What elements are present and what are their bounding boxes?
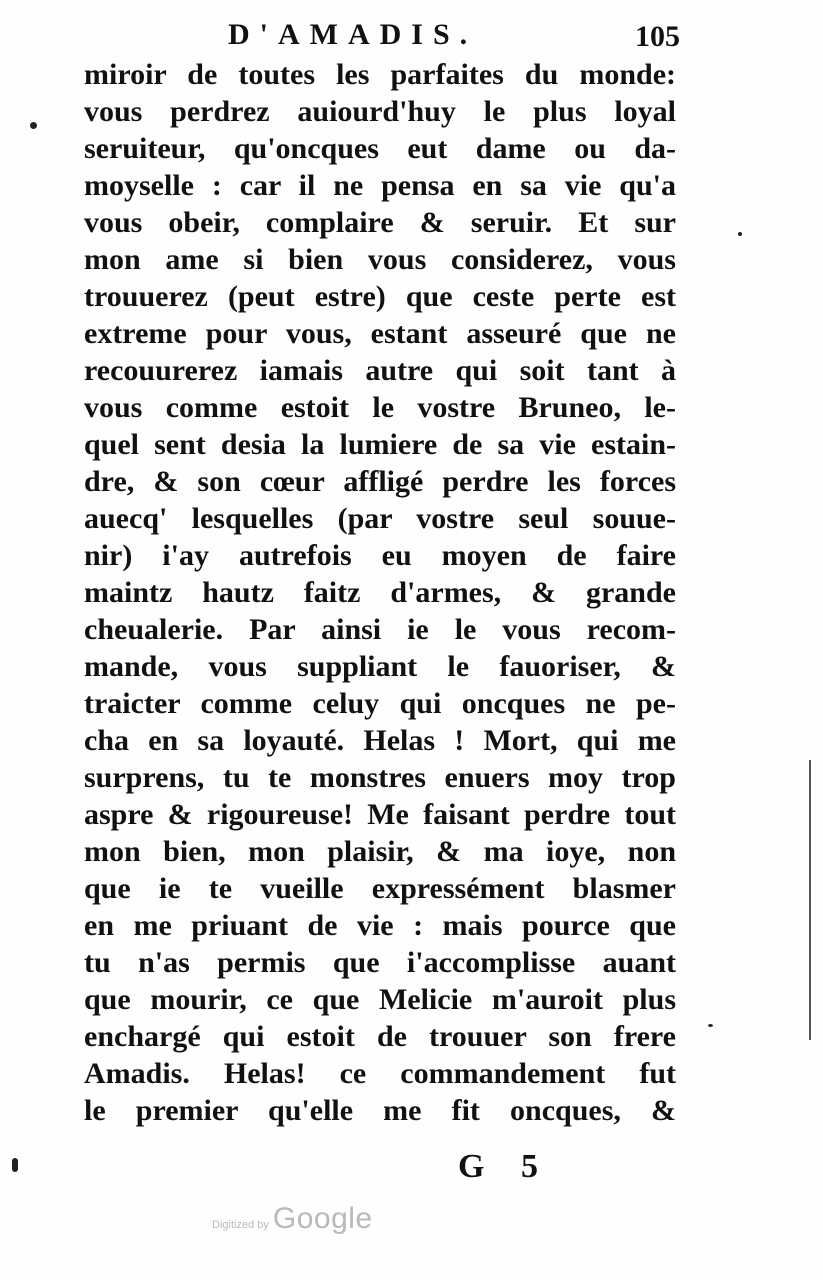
text-line: en me priuant de vie : mais pource que (84, 909, 676, 942)
text-line: recouurerez iamais autre qui soit tant à (84, 354, 676, 387)
text-line: auecq' lesquelles (par vostre seul souue- (84, 502, 676, 535)
text-line: dre, & son cœur affligé perdre les forces (84, 465, 676, 498)
ink-speck (738, 232, 742, 236)
text-line: trouuerez (peut estre) que ceste perte est (84, 280, 676, 313)
text-line: quel sent desia la lumiere de sa vie estain- (84, 428, 676, 461)
text-line: miroir de toutes les parfaites du monde: (84, 58, 676, 91)
ink-speck (30, 122, 37, 129)
text-line: traicter comme celuy qui oncques ne pe- (84, 687, 676, 720)
text-line: nir) i'ay autrefois eu moyen de faire (84, 539, 676, 572)
text-line: Amadis. Helas! ce commandement fut (84, 1057, 676, 1090)
text-line: vous comme estoit le vostre Bruneo, le- (84, 391, 676, 424)
ink-speck (12, 1158, 18, 1172)
text-line: surprens, tu te monstres enuers moy trop (84, 761, 676, 794)
text-line: cha en sa loyauté. Helas ! Mort, qui me (84, 724, 676, 757)
body-text (84, 56, 676, 1129)
text-line: mande, vous suppliant le fauoriser, & (84, 650, 676, 683)
digitized-watermark (212, 1202, 373, 1236)
text-line: tu n'as permis que i'accomplisse auant (84, 946, 676, 979)
text-line: vous perdrez auiourd'huy le plus loyal (84, 95, 676, 128)
text-line: aspre & rigoureuse! Me faisant perdre tout (84, 798, 676, 831)
watermark-prefix: Digitized by (212, 1219, 269, 1231)
page-number: 105 (635, 20, 680, 53)
text-line: mon bien, mon plaisir, & ma ioye, non (84, 835, 676, 868)
page-edge-shadow (809, 760, 811, 1040)
text-line: le premier qu'elle me fit oncques, & (84, 1094, 676, 1127)
ink-speck (708, 1024, 713, 1027)
running-head: D'AMADIS. (228, 18, 478, 51)
text-line: extreme pour vous, estant asseuré que ne (84, 317, 676, 350)
text-line: que ie te vueille expressément blasmer (84, 872, 676, 905)
text-line: enchargé qui estoit de trouuer son frere (84, 1020, 676, 1053)
signature-mark: G 5 (458, 1148, 552, 1185)
page-header (200, 18, 680, 58)
text-line: moyselle : car il ne pensa en sa vie qu'a (84, 169, 676, 202)
text-line: maintz hautz faitz d'armes, & grande (84, 576, 676, 609)
text-line: que mourir, ce que Melicie m'auroit plus (84, 983, 676, 1016)
text-line: seruiteur, qu'oncques eut dame ou da- (84, 132, 676, 165)
text-line: mon ame si bien vous considerez, vous (84, 243, 676, 276)
google-logo: Google (272, 1202, 373, 1235)
text-line: cheualerie. Par ainsi ie le vous recom- (84, 613, 676, 646)
text-line: vous obeir, complaire & seruir. Et sur (84, 206, 676, 239)
